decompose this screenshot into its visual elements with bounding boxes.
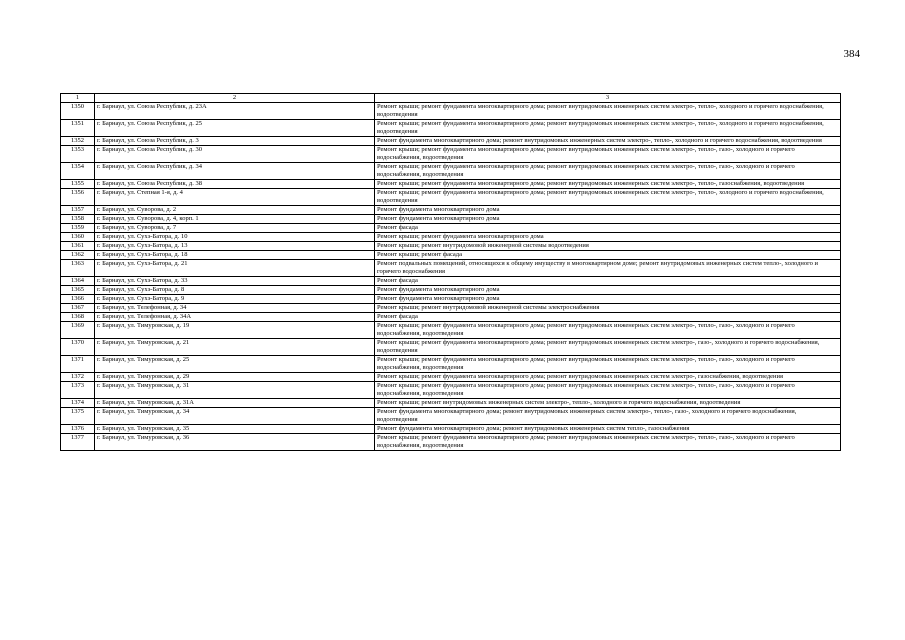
address-cell: г. Барнаул, ул. Тимуровская, д. 19 — [95, 322, 375, 339]
work-description-cell: Ремонт фасада — [375, 277, 841, 286]
row-number-cell: 1370 — [61, 339, 95, 356]
table-row — [61, 434, 841, 451]
address-cell: г. Барнаул, ул. Союза Республик, д. 30 — [95, 146, 375, 163]
table-header-row — [61, 94, 841, 103]
address-cell: г. Барнаул, ул. Союза Республик, д. 3 — [95, 137, 375, 146]
address-cell: г. Барнаул, ул. Сухэ-Батора, д. 10 — [95, 233, 375, 242]
row-number-cell: 1367 — [61, 304, 95, 313]
work-description-cell: Ремонт фасада — [375, 224, 841, 233]
row-number-cell: 1374 — [61, 399, 95, 408]
address-cell: г. Барнаул, ул. Сухэ-Батора, д. 8 — [95, 286, 375, 295]
table-row — [61, 206, 841, 215]
work-description-cell: Ремонт крыши; ремонт фундамента многоквартирного дома; ремонт внутридомовых инженерных систем электро-, тепло-, газо-, холодного и горячего водоснабжения, водоотведения — [375, 382, 841, 399]
work-description-cell: Ремонт фундамента многоквартирного дома; ремонт внутридомовых инженерных систем электро-, тепло-, холодного и горячего водоснабжения, водоотведения — [375, 137, 841, 146]
table-row — [61, 137, 841, 146]
row-number-cell: 1369 — [61, 322, 95, 339]
table-row — [61, 233, 841, 242]
work-description-cell: Ремонт крыши; ремонт фундамента многоквартирного дома; ремонт внутридомовых инженерных систем электро-, тепло-, холодного и горячего водоснабжения, водоотведения — [375, 103, 841, 120]
row-number-cell: 1356 — [61, 189, 95, 206]
row-number-cell: 1361 — [61, 242, 95, 251]
table-row — [61, 313, 841, 322]
table-row — [61, 189, 841, 206]
row-number-cell: 1371 — [61, 356, 95, 373]
table-row — [61, 295, 841, 304]
table-row — [61, 103, 841, 120]
work-description-cell: Ремонт фасада — [375, 313, 841, 322]
work-description-cell: Ремонт фундамента многоквартирного дома — [375, 215, 841, 224]
row-number-cell: 1355 — [61, 180, 95, 189]
address-cell: г. Барнаул, ул. Тимуровская, д. 31А — [95, 399, 375, 408]
address-cell: г. Барнаул, ул. Телефонная, д. 34А — [95, 313, 375, 322]
row-number-cell: 1372 — [61, 373, 95, 382]
table-row — [61, 286, 841, 295]
table-row — [61, 373, 841, 382]
table-row — [61, 180, 841, 189]
table-row — [61, 277, 841, 286]
address-cell: г. Барнаул, ул. Суворова, д. 2 — [95, 206, 375, 215]
address-cell: г. Барнаул, ул. Союза Республик, д. 34 — [95, 163, 375, 180]
work-description-cell: Ремонт крыши; ремонт фасада — [375, 251, 841, 260]
table-row — [61, 120, 841, 137]
row-number-cell: 1359 — [61, 224, 95, 233]
column-header-3: 3 — [375, 94, 841, 103]
work-description-cell: Ремонт крыши; ремонт фундамента многоквартирного дома; ремонт внутридомовых инженерных систем электро-, тепло-, холодного и горячего водоснабжения, водоотведения — [375, 120, 841, 137]
row-number-cell: 1366 — [61, 295, 95, 304]
work-description-cell: Ремонт крыши; ремонт фундамента многоквартирного дома — [375, 233, 841, 242]
table-body — [61, 103, 841, 451]
address-cell: г. Барнаул, ул. Сухэ-Батора, д. 21 — [95, 260, 375, 277]
work-description-cell: Ремонт крыши; ремонт фундамента многоквартирного дома; ремонт внутридомовых инженерных систем электро-, газо-, холодного и горячего водоснабжения, водоотведения — [375, 339, 841, 356]
address-cell: г. Барнаул, ул. Тимуровская, д. 31 — [95, 382, 375, 399]
address-cell: г. Барнаул, ул. Союза Республик, д. 25 — [95, 120, 375, 137]
work-description-cell: Ремонт крыши; ремонт фундамента многоквартирного дома; ремонт внутридомовых инженерных систем электро-, тепло-, газо-, холодного и горячего водоснабжения, водоотведения — [375, 356, 841, 373]
row-number-cell: 1357 — [61, 206, 95, 215]
address-cell: г. Барнаул, ул. Тимуровская, д. 21 — [95, 339, 375, 356]
work-description-cell: Ремонт крыши; ремонт внутридомовых инженерных систем электро-, тепло-, холодного и горячего водоснабжения, водоотведения — [375, 399, 841, 408]
table-row — [61, 399, 841, 408]
table-row — [61, 146, 841, 163]
row-number-cell: 1353 — [61, 146, 95, 163]
work-description-cell: Ремонт фундамента многоквартирного дома; ремонт внутридомовых инженерных систем электро-, тепло-, газо-, холодного и горячего водоснабжения, водоотведения — [375, 408, 841, 425]
work-description-cell: Ремонт крыши; ремонт фундамента многоквартирного дома; ремонт внутридомовых инженерных систем электро-, тепло-, холодного и горячего водоснабжения, водоотведения — [375, 189, 841, 206]
column-header-2: 2 — [95, 94, 375, 103]
address-cell: г. Барнаул, ул. Сухэ-Батора, д. 9 — [95, 295, 375, 304]
work-description-cell: Ремонт фундамента многоквартирного дома — [375, 286, 841, 295]
work-description-cell: Ремонт подвальных помещений, относящихся к общему имуществу в многоквартирном доме; ремонт внутридомовых инженерных систем тепло-, холодного и горячего водоснабжения — [375, 260, 841, 277]
table-row — [61, 242, 841, 251]
work-description-cell: Ремонт фундамента многоквартирного дома — [375, 295, 841, 304]
address-cell: г. Барнаул, ул. Сухэ-Батора, д. 13 — [95, 242, 375, 251]
row-number-cell: 1375 — [61, 408, 95, 425]
table-row — [61, 163, 841, 180]
row-number-cell: 1373 — [61, 382, 95, 399]
row-number-cell: 1376 — [61, 425, 95, 434]
table-row — [61, 322, 841, 339]
address-cell: г. Барнаул, ул. Тимуровская, д. 36 — [95, 434, 375, 451]
table-row — [61, 425, 841, 434]
address-cell: г. Барнаул, ул. Суворова, д. 4, корп. 1 — [95, 215, 375, 224]
row-number-cell: 1354 — [61, 163, 95, 180]
row-number-cell: 1352 — [61, 137, 95, 146]
work-description-cell: Ремонт крыши; ремонт внутридомовой инженерной системы водоотведения — [375, 242, 841, 251]
table-row — [61, 304, 841, 313]
table-row — [61, 251, 841, 260]
table-row — [61, 260, 841, 277]
work-description-cell: Ремонт фундамента многоквартирного дома — [375, 206, 841, 215]
table-row — [61, 356, 841, 373]
address-cell: г. Барнаул, ул. Сухэ-Батора, д. 18 — [95, 251, 375, 260]
work-description-cell: Ремонт крыши; ремонт внутридомовой инженерной системы электроснабжения — [375, 304, 841, 313]
address-cell: г. Барнаул, ул. Тимуровская, д. 34 — [95, 408, 375, 425]
column-header-1: 1 — [61, 94, 95, 103]
table-row — [61, 339, 841, 356]
row-number-cell: 1362 — [61, 251, 95, 260]
address-cell: г. Барнаул, ул. Сухэ-Батора, д. 33 — [95, 277, 375, 286]
table-row — [61, 382, 841, 399]
table-row — [61, 408, 841, 425]
row-number-cell: 1351 — [61, 120, 95, 137]
row-number-cell: 1368 — [61, 313, 95, 322]
row-number-cell: 1377 — [61, 434, 95, 451]
row-number-cell: 1365 — [61, 286, 95, 295]
registry-table — [60, 93, 841, 451]
row-number-cell: 1358 — [61, 215, 95, 224]
address-cell: г. Барнаул, ул. Тимуровская, д. 25 — [95, 356, 375, 373]
work-description-cell: Ремонт крыши; ремонт фундамента многоквартирного дома; ремонт внутридомовых инженерных систем электро-, тепло-, газо-, холодного и горячего водоснабжения, водоотведения — [375, 146, 841, 163]
address-cell: г. Барнаул, ул. Союза Республик, д. 38 — [95, 180, 375, 189]
work-description-cell: Ремонт крыши; ремонт фундамента многоквартирного дома; ремонт внутридомовых инженерных систем электро-, тепло-, газоснабжения, водоотведения — [375, 180, 841, 189]
work-description-cell: Ремонт крыши; ремонт фундамента многоквартирного дома; ремонт внутридомовых инженерных систем электро-, тепло-, газо-, холодного и горячего водоснабжения, водоотведения — [375, 163, 841, 180]
row-number-cell: 1364 — [61, 277, 95, 286]
address-cell: г. Барнаул, ул. Телефонная, д. 34 — [95, 304, 375, 313]
work-description-cell: Ремонт крыши; ремонт фундамента многоквартирного дома; ремонт внутридомовых инженерных систем электро-, тепло-, газо-, холодного и горячего водоснабжения, водоотведения — [375, 434, 841, 451]
row-number-cell: 1350 — [61, 103, 95, 120]
work-description-cell: Ремонт фундамента многоквартирного дома; ремонт внутридомовых инженерных систем тепло-, газоснабжения — [375, 425, 841, 434]
address-cell: г. Барнаул, ул. Степная 1-я, д. 4 — [95, 189, 375, 206]
row-number-cell: 1363 — [61, 260, 95, 277]
address-cell: г. Барнаул, ул. Союза Республик, д. 23А — [95, 103, 375, 120]
work-description-cell: Ремонт крыши; ремонт фундамента многоквартирного дома; ремонт внутридомовых инженерных систем электро-, газоснабжения, водоотведения — [375, 373, 841, 382]
address-cell: г. Барнаул, ул. Суворова, д. 7 — [95, 224, 375, 233]
table-row — [61, 215, 841, 224]
table-row — [61, 224, 841, 233]
row-number-cell: 1360 — [61, 233, 95, 242]
address-cell: г. Барнаул, ул. Тимуровская, д. 29 — [95, 373, 375, 382]
page-number: 384 — [843, 48, 860, 60]
work-description-cell: Ремонт крыши; ремонт фундамента многоквартирного дома; ремонт внутридомовых инженерных систем электро-, тепло-, газо-, холодного и горячего водоснабжения, водоотведения — [375, 322, 841, 339]
address-cell: г. Барнаул, ул. Тимуровская, д. 35 — [95, 425, 375, 434]
